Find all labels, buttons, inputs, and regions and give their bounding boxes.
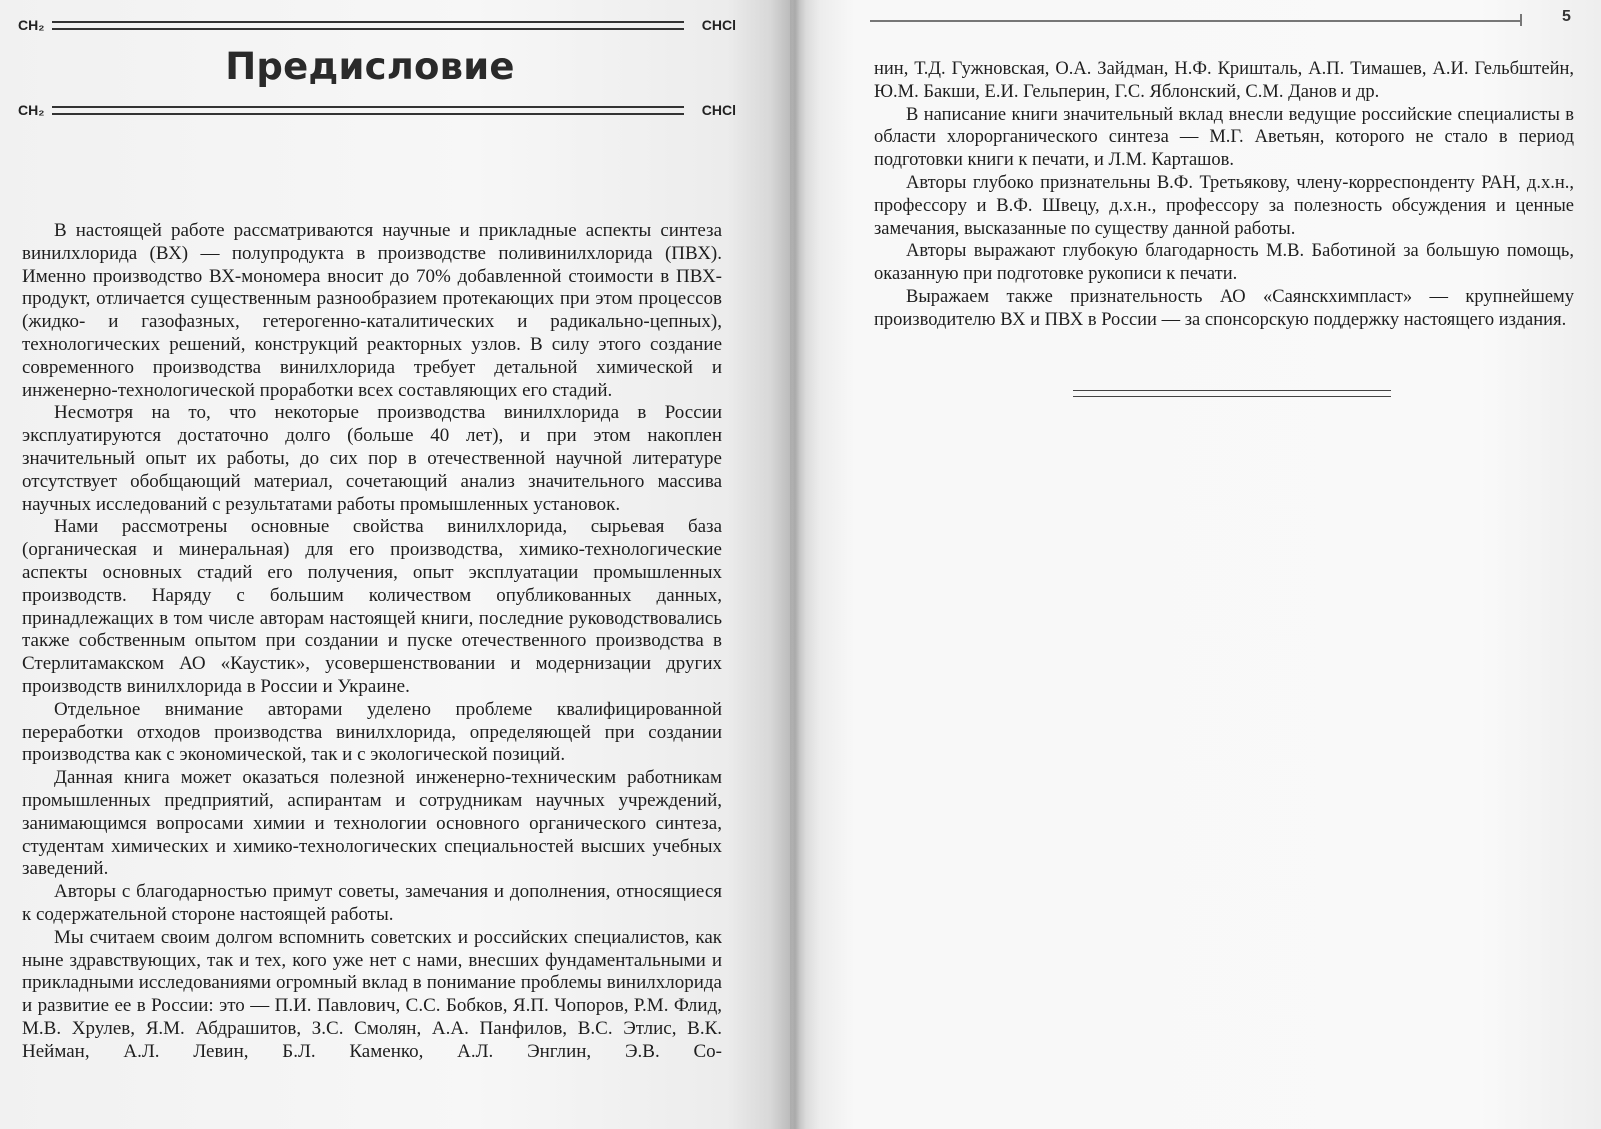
double-bond-line bbox=[52, 21, 684, 30]
paragraph: Авторы выражают глубокую благодарность М.В. Баботиной за большую помощь, оказанную при подготовке рукописи к печати. bbox=[874, 241, 1574, 285]
page-title: Предисловие bbox=[225, 45, 515, 88]
double-bond-line bbox=[52, 106, 684, 115]
paragraph: Авторы глубоко признательны В.Ф. Третьякову, члену-корреспонденту РАН, д.х.н., профессору и В.Ф. Швецу, д.х.н., профессору за полезность обсуждения и ценные замечания, высказанные по существу данной работы. bbox=[874, 172, 1574, 239]
page-number: 5 bbox=[1562, 8, 1571, 25]
paragraph: нин, Т.Д. Гужновская, О.А. Зайдман, Н.Ф. Кришталь, А.П. Тимашев, А.И. Гельбштейн, Ю.М. Бакши, Е.И. Гельперин, Г.С. Яблонский, С.М. Данов и др. bbox=[874, 59, 1574, 102]
bond-left-label: CH₂ bbox=[18, 17, 45, 33]
paragraph: Мы считаем своим долгом вспомнить советских и российских специалистов, как ныне здравствующих, так и тех, кого уже нет с нами, внесших фундаментальными и прикладными исследованиями огромный вклад в понимание проблемы винилхлорида и развитие ее в России: это — П.И. Павлович, С.С. Бобков, Я.П. Чопоров, Р.М. Флид, М.В. Хрулев, Я.М. Абдрашитов, З.С. Смолян, А.А. Панфилов, В.С. Этлис, В.К. Нейман, А.Л. Левин, Б.Л. Каменко, А.Л. Энглин, Э.В. Со- bbox=[22, 926, 722, 1062]
bond-right-label: CHCl bbox=[701, 17, 736, 33]
header-rule bbox=[870, 20, 1520, 22]
right-page bbox=[790, 0, 1601, 1129]
paragraph: Несмотря на то, что некоторые производства винилхлорида в России эксплуатируются достаточно долго (больше 40 лет), и при этом накоплен значительный опыт их работы, до сих пор в отечественной научной литературе отсутствует обобщающий материал, сочетающий анализ значительного массива научных исследований с результатами работы промышленных установок. bbox=[22, 402, 722, 515]
paragraph: Данная книга может оказаться полезной инженерно-техническим работникам промышленных предприятий, аспирантам и сотрудникам научных учреждений, занимающимся вопросами химии и технологии основного органического синтеза, студентам химических и химико-технологических специальностей высших учебных заведений. bbox=[22, 767, 722, 880]
book-gutter-shadow bbox=[770, 0, 820, 1129]
bond-left-label: CH₂ bbox=[18, 102, 45, 118]
end-double-rule bbox=[1073, 390, 1391, 397]
paragraph: Нами рассмотрены основные свойства винилхлорида, сырьевая база (органическая и минеральная) для его производства, химико-технологические аспекты основных стадий его получения, опыт эксплуатации промышленных производств. Наряду с большим количеством опубликованных данных, принадлежащих в том числе авторам настоящей книги, последние руководствовались также собственным опытом при создании и пуске отечественного производства в Стерлитамакском АО «Каустик», усовершенствовании и модернизации других производств винилхлорида в России и Украине. bbox=[22, 516, 722, 697]
paragraph: Авторы с благодарностью примут советы, замечания и дополнения, относящиеся к содержательной стороне настоящей работы. bbox=[22, 881, 722, 925]
left-page bbox=[0, 0, 790, 1129]
bond-rule-top bbox=[18, 16, 736, 34]
bond-right-label: CHCl bbox=[701, 102, 736, 118]
paragraph: В настоящей работе рассматриваются научные и прикладные аспекты синтеза винилхлорида (ВХ) — полупродукта в производстве поливинилхлорида (ПВХ). Именно производство ВХ-мономера вносит до 70% добавленной стоимости в ПВХ-продукт, отличается существенным разнообразием протекающих при этом процессов (жидко- и газофазных, гетерогенно-каталитических и радикально-цепных), технологических решений, конструкций реакторных узлов. В силу этого создание современного производства винилхлорида требует детальной химической и инженерно-технологической проработки всех составляющих его стадий. bbox=[22, 220, 722, 401]
preface-body bbox=[22, 220, 722, 1063]
preface-continuation bbox=[874, 58, 1574, 332]
paragraph: В написание книги значительный вклад внесли ведущие российские специалисты в области хлорорганического синтеза — М.Г. Аветьян, которого не стало в период подготовки книги к печати, и Л.М. Карташов. bbox=[874, 104, 1574, 171]
bond-rule-bottom bbox=[18, 101, 736, 119]
header-rule-tick bbox=[1520, 14, 1522, 26]
paragraph: Отдельное внимание авторами уделено проблеме квалифицированной переработки отходов производства винилхлорида, определяющей при создании производства как с экономической, так и с экологической позиций. bbox=[22, 698, 722, 766]
paragraph: Выражаем также признательность АО «Саянскхимпласт» — крупнейшему производителю ВХ и ПВХ в России — за спонсорскую поддержку настоящего издания. bbox=[874, 286, 1574, 330]
